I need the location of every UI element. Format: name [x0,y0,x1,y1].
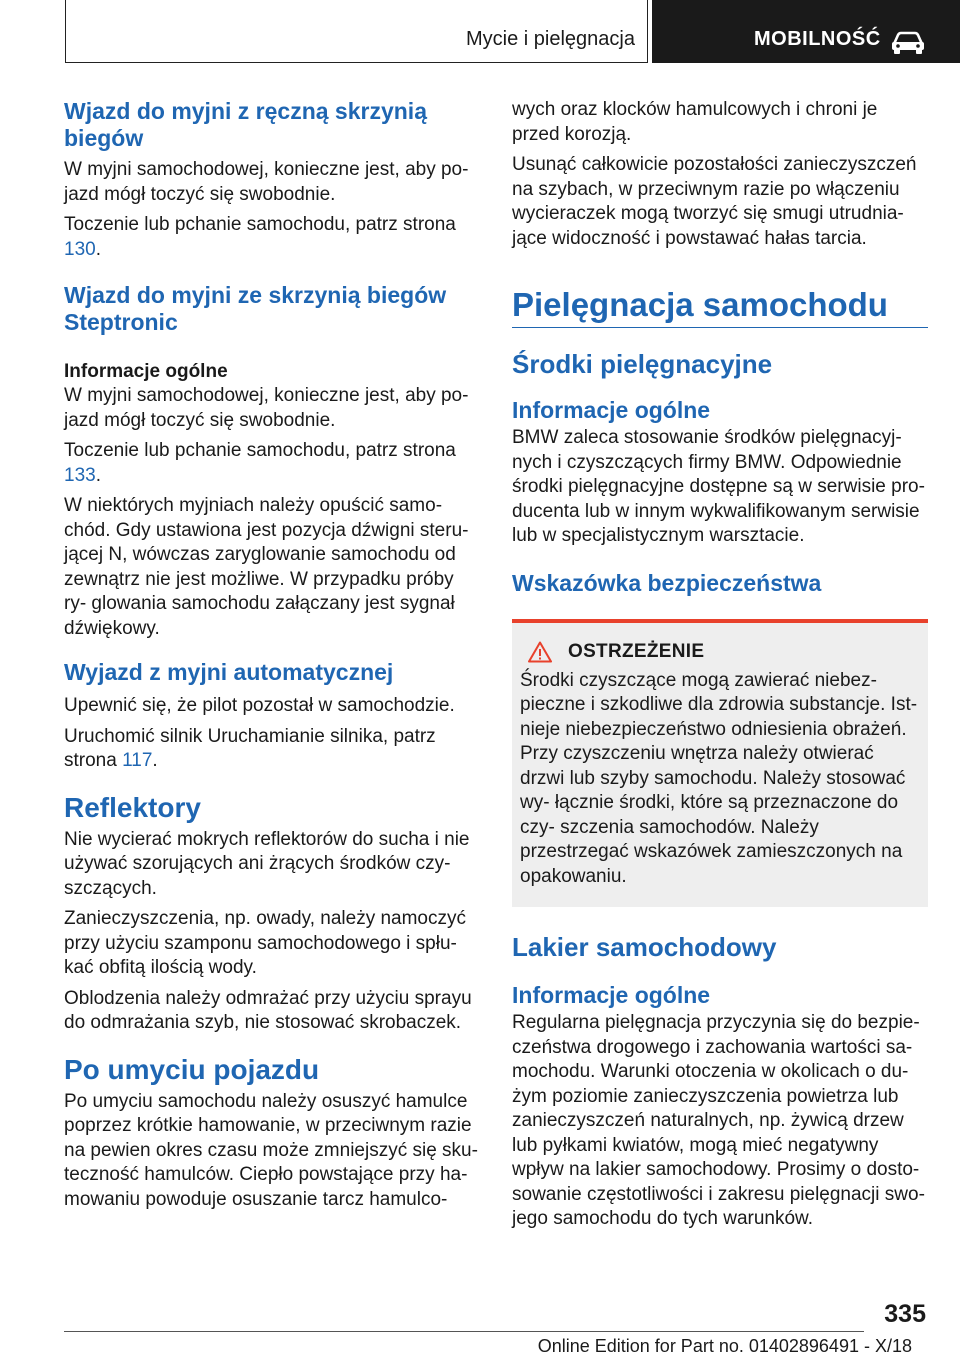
paragraph: Upewnić się, że pilot pozostał w samochodzie. [64,695,455,716]
left-column [64,98,480,1212]
heading-care-products: Środki pielęgnacyjne [512,349,773,379]
heading-after-wash: Po umyciu pojazdu [64,1053,320,1085]
subheading-general-info: Informacje ogólne [512,397,711,423]
heading-exit-car-wash: Wyjazd z myjni automatycznej [64,659,394,685]
page-link[interactable]: 130 [64,238,96,260]
paragraph: Regularna pielęgnacja przyczynia się do bezpie- czeństwa drogowego i zachowania wartości sa- mochodu. Warunki otoczenia w okolicach o du- żym poziomie zanieczyszczenia powietrza lub zanieczyszczeń naturalnych, np. żywicą drzew lub pyłkami kwiatów, mogą mieć negatywny wpływ na lakier samochodowy. Prosimy o dosto- sowanie częstotliwości i zakresu pielęgnacji swo- jego samochodu do tych warunków. [512,1012,925,1229]
warning-title: OSTRZEŻENIE [568,640,705,662]
paragraph: W myjni samochodowej, konieczne jest, aby po- jazd mógł toczyć się swobodnie. [64,159,469,205]
heading-steptronic: Wjazd do myjni ze skrzynią biegów Steptronic [64,282,447,335]
paragraph: Nie wycierać mokrych reflektorów do sucha i nie używać szorujących ani żrących środków czy- szczących. [64,828,470,899]
paragraph: Usunąć całkowicie pozostałości zanieczyszczeń na szybach, w przeciwnym razie po włączeniu wycieraczek mogą tworzyć się smugi utrudnia- jące widoczność i powstawać hałas tarcia. [512,154,917,249]
heading-safety-note: Wskazówka bezpieczeństwa [512,569,822,596]
warning-box [512,619,928,908]
chapter-title: Pielęgnacja samochodu [512,285,928,328]
page-link[interactable]: 133 [64,464,96,486]
subheading-general-info: Informacje ogólne [512,982,711,1008]
header-badge-label: MOBILNOŚĆ [754,28,881,50]
paragraph: Po umyciu samochodu należy osuszyć hamulce poprzez krótkie hamowanie, w przeciwnym razie na pewien okres czasu może zmniejszyć się sku- teczność hamulców. Ciepło powstające przy ha- mowaniu powoduje osuszanie tarcz hamulco- [64,1090,478,1210]
car-icon [890,30,926,54]
paragraph-with-link: Toczenie lub pchanie samochodu, patrz strona 130. [64,214,456,260]
page-number: 335 [884,1300,926,1328]
right-column [512,98,928,1232]
warning-text: Środki czyszczące mogą zawierać niebez- pieczne i szkodliwe dla zdrowia substancje. Ist- nieje niebezpieczeństwo odniesienia obrażeń. Przy czyszczeniu wnętrza należy otwierać drzwi lub szyby samochodu. Należy stosować wy- łącznie środki, które są przeznaczone do czy- szczenia samochodów. Należy przestrzegać wskazówek zamieszczonych na opakowaniu. [520,669,918,887]
warning-triangle-icon [528,641,552,663]
heading-headlights: Reflektory [64,791,201,823]
footer-divider [64,1331,864,1332]
paragraph: Zanieczyszczenia, np. owady, należy namoczyć przy użyciu szamponu samochodowego i spłu- kać obfitą ilością wody. [64,908,466,978]
paragraph: W myjni samochodowej, konieczne jest, aby po- jazd mógł toczyć się swobodnie. [64,385,469,431]
paragraph: Oblodzenia należy odmrażać przy użyciu sprayu do odmrażania szyb, nie stosować skrobaczek. [64,987,472,1033]
footer-edition: Online Edition for Part no. 01402896491 - X/18 [537,1336,912,1356]
page-link[interactable]: 117 [122,750,153,771]
heading-car-paint: Lakier samochodowy [512,932,777,962]
subheading-general-info: Informacje ogólne [64,361,228,382]
paragraph: wych oraz klocków hamulcowych i chroni je przed korozją. [512,99,878,145]
header-section-title: Mycie i pielęgnacja [466,28,635,50]
paragraph-with-link: Uruchomić silnik Uruchamianie silnika, patrz strona 117. [64,725,436,771]
paragraph-with-link: Toczenie lub pchanie samochodu, patrz strona 133. [64,440,456,486]
header-section-box [65,0,648,63]
header-badge [652,0,960,63]
paragraph: W niektórych myjniach należy opuścić samo- chód. Gdy ustawiona jest pozycja dźwigni steru- jącej N, wówczas zaryglowanie samochodu od zewnątrz nie jest możliwe. W przypadku próby ry- glowania samochodu załączany jest sygnał dźwiękowy. [64,495,469,639]
paragraph: BMW zaleca stosowanie środków pielęgnacyj- nych i czyszczących firmy BMW. Odpowiednie środki pielęgnacyjne dostępne są w serwisie pro- ducenta lub w innym wykwalifikowanym serwisie lub w specjalistycznym warsztacie. [512,427,925,546]
heading-manual-gearbox: Wjazd do myjni z ręczną skrzynią biegów [64,98,427,151]
